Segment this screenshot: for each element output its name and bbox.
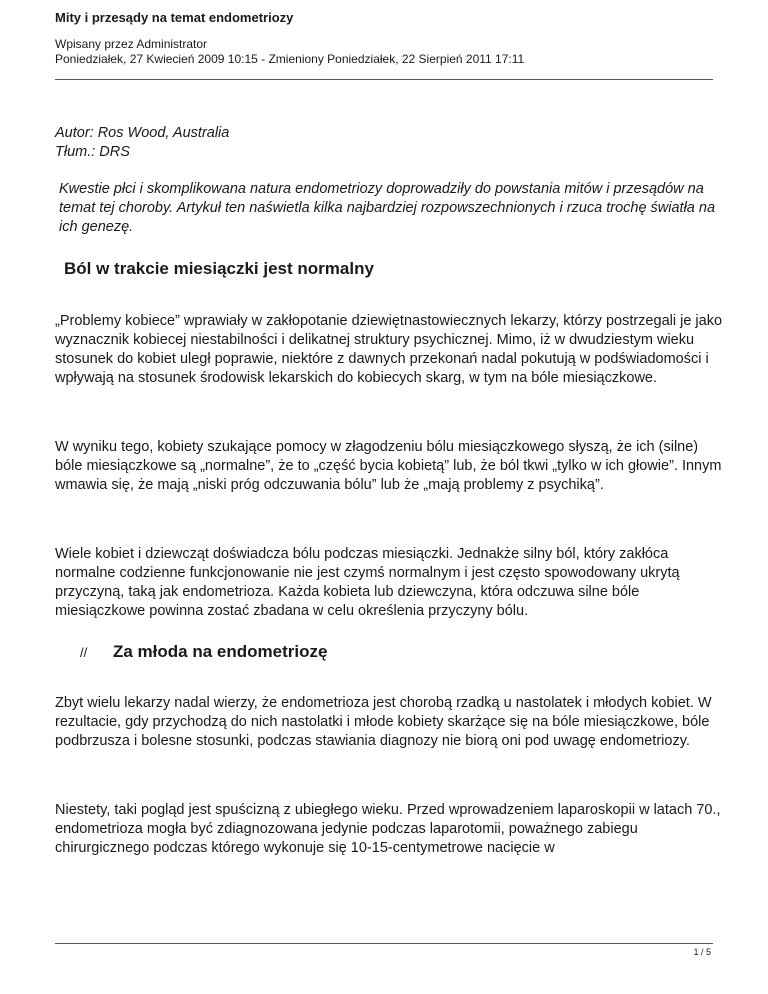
paragraph: „Problemy kobiece” wprawiały w zakłopotanie dziewiętnastowiecznych lekarzy, którzy postrzegali je jako wyznacznik kobiecej niestabilności i delikatnej struktury psychicznej. Mimo, iż w dwudziestym wieku stosunek do kobiet uległ poprawie, niektóre z dawnych przekonań nadal pokutują w podświadomości i wpływają na stosunek środowisk lekarskich do kobiecych skarg, w tym na bóle miesiączkowe. [55,313,723,386]
section-heading-pain: Ból w trakcie miesiączki jest normalny [64,259,374,278]
translator-line: Tłum.: DRS [55,144,130,160]
article-intro: Kwestie płci i skomplikowana natura endometriozy doprowadziły do powstania mitów i przesądów na temat tej choroby. Artykuł ten naświetla kilka najbardziej rozpowszechnionych i rzuca trochę światła na ich genezę. [59,181,716,235]
paragraph: Zbyt wielu lekarzy nadal wierzy, że endometrioza jest chorobą rzadką u nastolatek i młodych kobiet. W rezultacie, gdy przychodzą do nich nastolatki i młode kobiety skarżące się na bóle miesiączkowe, bóle podbrzusza i bolesne stosunki, podczas stawiania diagnozy nie biorą oni pod uwagę endometriozy. [55,695,712,749]
section-marker: // [80,644,88,660]
footer-divider [55,943,713,944]
meta-info [55,37,715,67]
section-heading-row [55,641,725,663]
section-heading-young: Za młoda na endometriozę [113,642,328,661]
header-divider [55,79,713,80]
date-info: Poniedziałek, 27 Kwiecień 2009 10:15 - Zmieniony Poniedziałek, 22 Sierpień 2011 17:11 [55,52,525,66]
posted-by: Wpisany przez Administrator [55,37,208,51]
page-number: 1 / 5 [693,947,711,957]
page-header [55,10,715,67]
document-title: Mity i przesądy na temat endometriozy [55,10,294,25]
paragraph: Niestety, taki pogląd jest spuścizną z ubiegłego wieku. Przed wprowadzeniem laparoskopii w latach 70., endometrioza mogła być zdiagnozowana jedynie podczas laparotomii, poważnego zabiegu chirurgicznego podczas którego wykonuje się 10-15-centymetrowe nacięcie w [55,802,721,856]
article-body [55,124,725,858]
paragraph: W wyniku tego, kobiety szukające pomocy w złagodzeniu bólu miesiączkowego słyszą, że ich (silne) bóle miesiączkowe są „normalne”, że to „część bycia kobietą” lub, że ból tkwi „tylko w ich głowie”. Innym wmawia się, że mają „niski próg odczuwania bólu” lub że „mają problemy z psychiką”. [55,439,722,493]
author-line: Autor: Ros Wood, Australia [55,125,230,141]
paragraph: Wiele kobiet i dziewcząt doświadcza bólu podczas miesiączki. Jednakże silny ból, który zakłóca normalne codzienne funkcjonowanie nie jest czymś normalnym i jest często spowodowany ukrytą przyczyną, taką jak endometrioza. Każda kobieta lub dziewczyna, która odczuwa silne bóle miesiączkowe powinna zostać zbadana w celu określenia przyczyny bólu. [55,546,680,619]
